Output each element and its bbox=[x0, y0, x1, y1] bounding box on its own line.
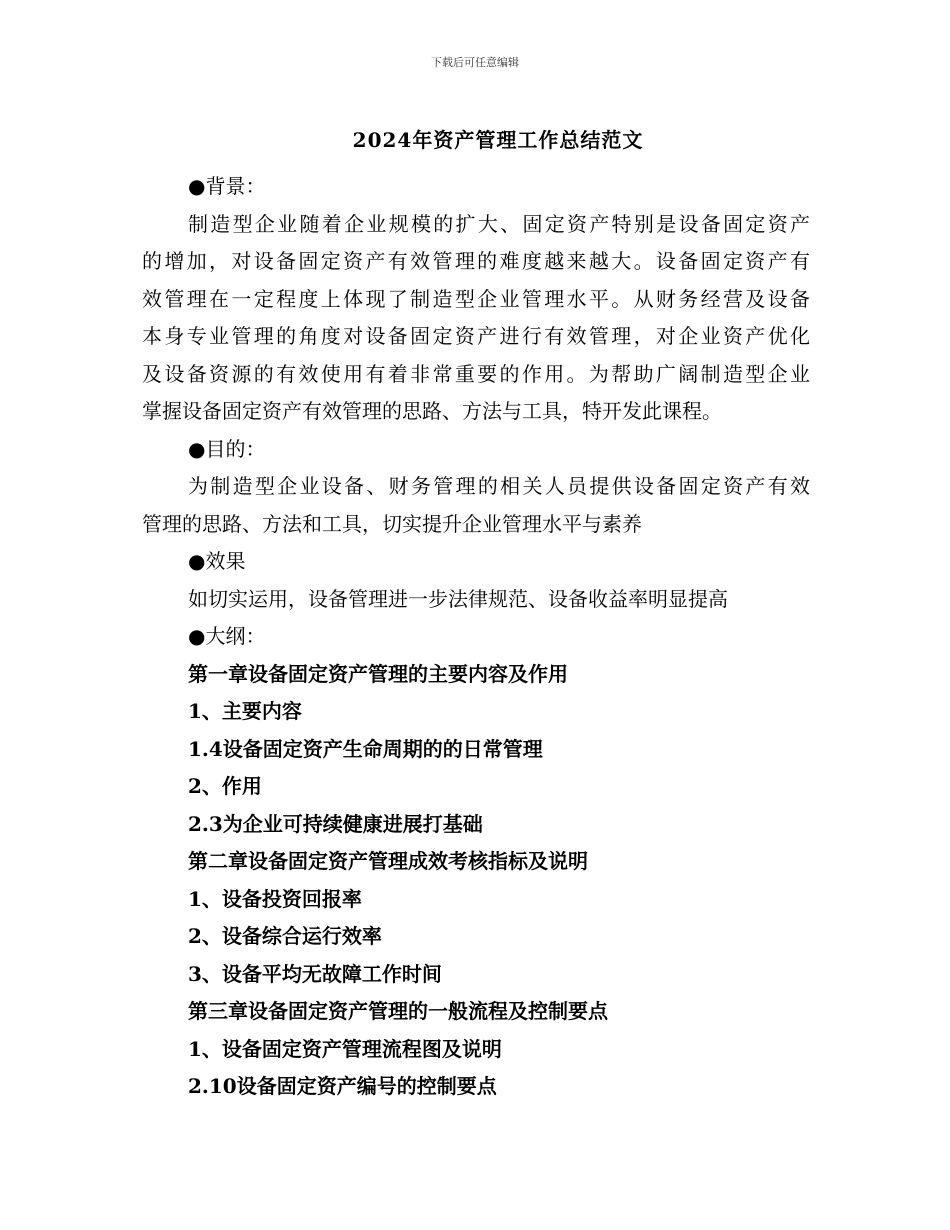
outline-item: 2.3为企业可持续健康进展打基础 bbox=[188, 811, 483, 836]
document-title: 2024年资产管理工作总结范文 bbox=[352, 128, 644, 152]
effect-paragraph-line: 如切实运用，设备管理进一步法律规范、设备收益率明显提高 bbox=[188, 586, 728, 611]
outline-item: 1.4设备固定资产生命周期的的日常管理 bbox=[188, 736, 543, 761]
outline-item: 3、设备平均无故障工作时间 bbox=[188, 961, 442, 986]
background-paragraph-line: 掌握设备固定资产有效管理的思路、方法与工具，特开发此课程。 bbox=[142, 399, 722, 423]
effect-heading: ●效果 bbox=[188, 549, 246, 573]
outline-item: 1、主要内容 bbox=[188, 699, 302, 723]
background-heading: ●背景： bbox=[188, 174, 266, 198]
outline-item: 2.10设备固定资产编号的控制要点 bbox=[188, 1074, 497, 1098]
outline-chapter-3: 第三章设备固定资产管理的一般流程及控制要点 bbox=[188, 999, 608, 1023]
outline-item: 2、设备综合运行效率 bbox=[188, 924, 382, 948]
outline-chapter-2: 第二章设备固定资产管理成效考核指标及说明 bbox=[188, 849, 588, 873]
outline-item: 1、设备固定资产管理流程图及说明 bbox=[188, 1036, 502, 1061]
background-paragraph-line: 的增加，对设备固定资产有效管理的难度越来越大。设备固定资产有 bbox=[142, 249, 810, 273]
background-paragraph-line: 效管理在一定程度上体现了制造型企业管理水平。从财务经营及设备 bbox=[142, 286, 810, 311]
purpose-heading: ●目的： bbox=[188, 436, 266, 461]
background-paragraph-line: 及设备资源的有效使用有着非常重要的作用。为帮助广阔制造型企业 bbox=[142, 361, 810, 386]
document-body bbox=[142, 168, 810, 1106]
purpose-paragraph-line: 管理的思路、方法和工具，切实提升企业管理水平与素养 bbox=[142, 511, 642, 536]
purpose-paragraph-line: 为制造型企业设备、财务管理的相关人员提供设备固定资产有效 bbox=[188, 474, 810, 498]
background-paragraph-line: 制造型企业随着企业规模的扩大、固定资产特别是设备固定资产 bbox=[188, 211, 810, 236]
background-paragraph-line: 本身专业管理的角度对设备固定资产进行有效管理，对企业资产优化 bbox=[142, 324, 810, 348]
header-note: 下载后可任意编辑 bbox=[431, 56, 519, 69]
outline-item: 1、设备投资回报率 bbox=[188, 886, 362, 911]
outline-heading: ●大纲： bbox=[188, 624, 266, 648]
outline-chapter-1: 第一章设备固定资产管理的主要内容及作用 bbox=[188, 661, 568, 686]
outline-item: 2、作用 bbox=[188, 774, 262, 798]
